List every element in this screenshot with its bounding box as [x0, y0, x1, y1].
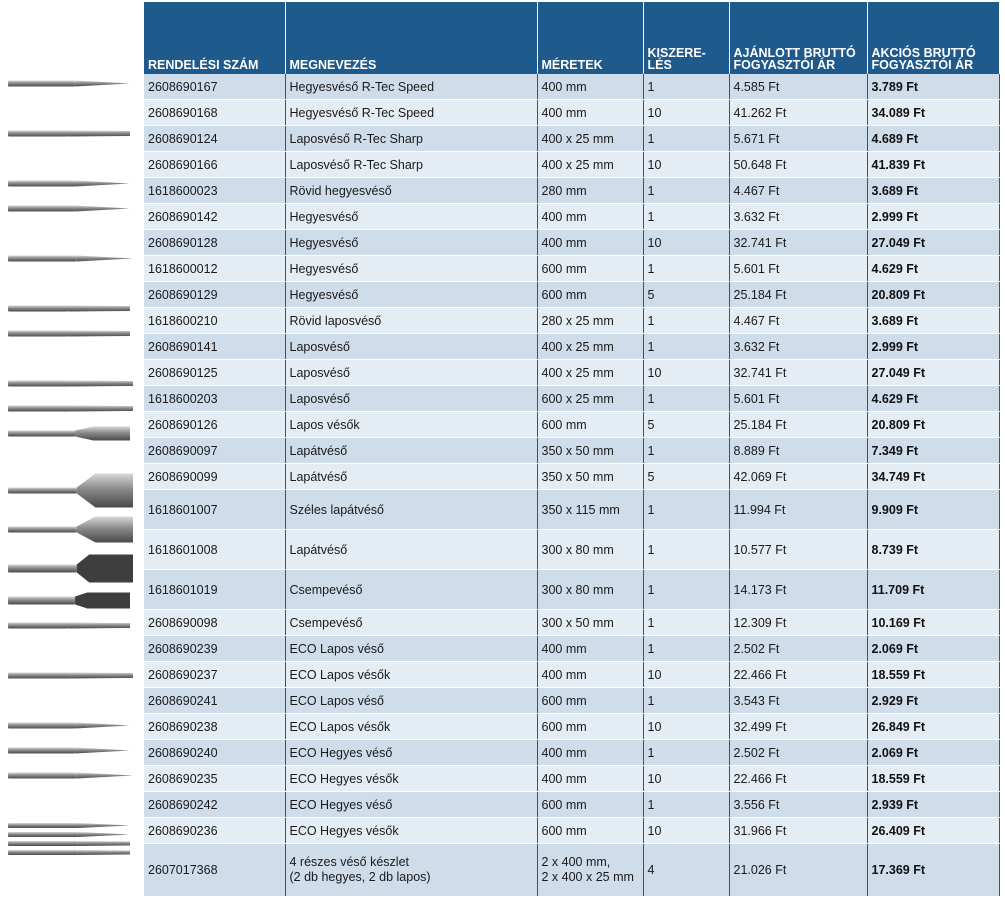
rrp-cell: 32.741 Ft	[729, 230, 867, 256]
promo-price-cell: 20.809 Ft	[867, 412, 999, 438]
rrp-cell: 5.601 Ft	[729, 256, 867, 282]
promo-price-cell: 26.849 Ft	[867, 714, 999, 740]
tile-chisel-icon	[8, 555, 133, 583]
table-row	[144, 412, 999, 438]
promo-price-cell: 2.999 Ft	[867, 334, 999, 360]
header-row	[144, 2, 999, 74]
size-cell: 400 mm	[537, 662, 643, 688]
name-cell: Lapátvéső	[285, 438, 537, 464]
flat-chisel-icon	[8, 623, 130, 629]
pointed-chisel-icon	[8, 773, 133, 779]
flat-chisel-icon	[8, 331, 130, 337]
table-row	[144, 100, 999, 126]
pack-cell: 5	[643, 412, 729, 438]
promo-price-cell: 34.749 Ft	[867, 464, 999, 490]
promo-price-cell: 27.049 Ft	[867, 360, 999, 386]
size-cell: 600 x 25 mm	[537, 386, 643, 412]
pack-cell: 1	[643, 204, 729, 230]
pack-cell: 10	[643, 230, 729, 256]
size-cell: 600 mm	[537, 256, 643, 282]
flat-chisel-icon	[8, 381, 133, 387]
rrp-cell: 4.467 Ft	[729, 308, 867, 334]
promo-price-cell: 20.809 Ft	[867, 282, 999, 308]
table-row	[144, 610, 999, 636]
name-cell: Csempevéső	[285, 610, 537, 636]
order-number-cell: 2608690239	[144, 636, 285, 662]
pack-cell: 1	[643, 740, 729, 766]
order-number-cell: 2608690126	[144, 412, 285, 438]
pack-cell: 1	[643, 126, 729, 152]
pack-cell: 5	[643, 282, 729, 308]
name-cell: ECO Hegyes véső	[285, 740, 537, 766]
rrp-cell: 25.184 Ft	[729, 412, 867, 438]
promo-price-cell: 17.369 Ft	[867, 844, 999, 897]
size-cell: 600 mm	[537, 688, 643, 714]
table-row	[144, 766, 999, 792]
table-row	[144, 818, 999, 844]
spade-chisel-icon	[8, 517, 133, 543]
flat-chisel-icon	[8, 673, 133, 679]
size-cell: 400 mm	[537, 230, 643, 256]
header-size: MÉRETEK	[537, 2, 643, 74]
name-cell: ECO Hegyes vésők	[285, 766, 537, 792]
size-cell: 350 x 115 mm	[537, 490, 643, 530]
promo-price-cell: 26.409 Ft	[867, 818, 999, 844]
rrp-cell: 32.741 Ft	[729, 360, 867, 386]
pack-cell: 10	[643, 152, 729, 178]
size-cell: 600 mm	[537, 412, 643, 438]
pack-cell: 10	[643, 662, 729, 688]
rrp-cell: 12.309 Ft	[729, 610, 867, 636]
rrp-cell: 14.173 Ft	[729, 570, 867, 610]
size-cell: 400 mm	[537, 100, 643, 126]
name-cell: 4 részes véső készlet (2 db hegyes, 2 db lapos)	[285, 844, 537, 897]
order-number-cell: 1618601019	[144, 570, 285, 610]
chisel-set-icon	[8, 823, 130, 855]
promo-price-cell: 18.559 Ft	[867, 766, 999, 792]
promo-price-cell: 3.789 Ft	[867, 74, 999, 100]
pointed-chisel-icon	[8, 81, 130, 87]
table-row	[144, 308, 999, 334]
table-row	[144, 282, 999, 308]
table-row	[144, 570, 999, 610]
size-cell: 350 x 50 mm	[537, 464, 643, 490]
rrp-cell: 5.601 Ft	[729, 386, 867, 412]
rrp-cell: 10.577 Ft	[729, 530, 867, 570]
order-number-cell: 1618600023	[144, 178, 285, 204]
rrp-cell: 5.671 Ft	[729, 126, 867, 152]
table-row	[144, 844, 999, 897]
pack-cell: 10	[643, 100, 729, 126]
size-cell: 400 x 25 mm	[537, 152, 643, 178]
promo-price-cell: 27.049 Ft	[867, 230, 999, 256]
name-cell: Hegyesvéső	[285, 282, 537, 308]
pack-cell: 1	[643, 688, 729, 714]
size-cell: 600 mm	[537, 792, 643, 818]
spade-chisel-icon	[8, 427, 130, 441]
pack-cell: 10	[643, 766, 729, 792]
name-cell: Laposvéső R-Tec Sharp	[285, 152, 537, 178]
promo-price-cell: 10.169 Ft	[867, 610, 999, 636]
name-cell: Laposvéső	[285, 386, 537, 412]
order-number-cell: 2608690141	[144, 334, 285, 360]
order-number-cell: 2608690235	[144, 766, 285, 792]
table-row	[144, 740, 999, 766]
rrp-cell: 2.502 Ft	[729, 636, 867, 662]
pack-cell: 5	[643, 464, 729, 490]
name-cell: Lapátvéső	[285, 530, 537, 570]
rrp-cell: 3.632 Ft	[729, 204, 867, 230]
name-cell: Hegyesvéső R-Tec Speed	[285, 100, 537, 126]
name-cell: Csempevéső	[285, 570, 537, 610]
size-cell: 600 mm	[537, 818, 643, 844]
promo-price-cell: 4.629 Ft	[867, 256, 999, 282]
pack-cell: 1	[643, 792, 729, 818]
rrp-cell: 2.502 Ft	[729, 740, 867, 766]
order-number-cell: 1618600210	[144, 308, 285, 334]
table-row	[144, 178, 999, 204]
name-cell: ECO Lapos vésők	[285, 662, 537, 688]
table-row	[144, 490, 999, 530]
rrp-cell: 50.648 Ft	[729, 152, 867, 178]
header-order-number: RENDELÉSI SZÁM	[144, 2, 285, 74]
table-row	[144, 714, 999, 740]
order-number-cell: 2608690125	[144, 360, 285, 386]
rrp-cell: 3.556 Ft	[729, 792, 867, 818]
promo-price-cell: 2.939 Ft	[867, 792, 999, 818]
pack-cell: 1	[643, 256, 729, 282]
order-number-cell: 2608690129	[144, 282, 285, 308]
table-row	[144, 360, 999, 386]
promo-price-cell: 2.929 Ft	[867, 688, 999, 714]
pointed-chisel-icon	[8, 256, 133, 262]
promo-price-cell: 7.349 Ft	[867, 438, 999, 464]
name-cell: Lapos vésők	[285, 412, 537, 438]
header-promo-price: AKCIÓS BRUTTÓ FOGYASZTÓI ÁR	[867, 2, 999, 74]
name-cell: Rövid hegyesvéső	[285, 178, 537, 204]
rrp-cell: 3.632 Ft	[729, 334, 867, 360]
size-cell: 400 mm	[537, 204, 643, 230]
name-cell: Hegyesvéső R-Tec Speed	[285, 74, 537, 100]
order-number-cell: 2608690238	[144, 714, 285, 740]
table-row	[144, 256, 999, 282]
order-number-cell: 2608690240	[144, 740, 285, 766]
name-cell: Hegyesvéső	[285, 204, 537, 230]
table-row	[144, 438, 999, 464]
spade-chisel-icon	[8, 474, 133, 508]
order-number-cell: 2608690167	[144, 74, 285, 100]
rrp-cell: 4.585 Ft	[729, 74, 867, 100]
price-table	[144, 2, 1000, 897]
header-rrp: AJÁNLOTT BRUTTÓ FOGYASZTÓI ÁR	[729, 2, 867, 74]
table-row	[144, 688, 999, 714]
name-cell: Hegyesvéső	[285, 256, 537, 282]
promo-price-cell: 4.689 Ft	[867, 126, 999, 152]
order-number-cell: 2608690241	[144, 688, 285, 714]
size-cell: 400 x 25 mm	[537, 126, 643, 152]
name-cell: Laposvéső	[285, 360, 537, 386]
order-number-cell: 1618601007	[144, 490, 285, 530]
size-cell: 280 x 25 mm	[537, 308, 643, 334]
name-cell: Laposvéső R-Tec Sharp	[285, 126, 537, 152]
name-cell: Széles lapátvéső	[285, 490, 537, 530]
size-cell: 350 x 50 mm	[537, 438, 643, 464]
flat-chisel-icon	[8, 131, 130, 137]
table-row	[144, 230, 999, 256]
table-row	[144, 464, 999, 490]
name-cell: ECO Lapos véső	[285, 688, 537, 714]
flat-chisel-icon	[8, 306, 130, 312]
size-cell: 2 x 400 mm, 2 x 400 x 25 mm	[537, 844, 643, 897]
pointed-chisel-icon	[8, 206, 130, 212]
size-cell: 600 mm	[537, 282, 643, 308]
rrp-cell: 25.184 Ft	[729, 282, 867, 308]
rrp-cell: 22.466 Ft	[729, 766, 867, 792]
name-cell: ECO Hegyes vésők	[285, 818, 537, 844]
tile-chisel-icon	[8, 593, 130, 609]
order-number-cell: 2608690237	[144, 662, 285, 688]
pack-cell: 10	[643, 360, 729, 386]
table-row	[144, 386, 999, 412]
order-number-cell: 2608690124	[144, 126, 285, 152]
promo-price-cell: 41.839 Ft	[867, 152, 999, 178]
promo-price-cell: 11.709 Ft	[867, 570, 999, 610]
order-number-cell: 1618600203	[144, 386, 285, 412]
table-row	[144, 152, 999, 178]
name-cell: Rövid laposvéső	[285, 308, 537, 334]
rrp-cell: 11.994 Ft	[729, 490, 867, 530]
pack-cell: 1	[643, 334, 729, 360]
order-number-cell: 2608690242	[144, 792, 285, 818]
rrp-cell: 31.966 Ft	[729, 818, 867, 844]
size-cell: 300 x 80 mm	[537, 570, 643, 610]
table-row	[144, 204, 999, 230]
name-cell: Hegyesvéső	[285, 230, 537, 256]
rrp-cell: 42.069 Ft	[729, 464, 867, 490]
pointed-chisel-icon	[8, 748, 130, 754]
rrp-cell: 22.466 Ft	[729, 662, 867, 688]
pack-cell: 10	[643, 714, 729, 740]
pack-cell: 1	[643, 178, 729, 204]
promo-price-cell: 4.629 Ft	[867, 386, 999, 412]
promo-price-cell: 18.559 Ft	[867, 662, 999, 688]
table-row	[144, 530, 999, 570]
pointed-chisel-icon	[8, 181, 130, 187]
rrp-cell: 3.543 Ft	[729, 688, 867, 714]
pack-cell: 1	[643, 438, 729, 464]
pointed-chisel-icon	[8, 723, 130, 729]
table-row	[144, 662, 999, 688]
pack-cell: 1	[643, 530, 729, 570]
size-cell: 400 mm	[537, 766, 643, 792]
pack-cell: 4	[643, 844, 729, 897]
size-cell: 400 mm	[537, 740, 643, 766]
promo-price-cell: 2.999 Ft	[867, 204, 999, 230]
promo-price-cell: 2.069 Ft	[867, 740, 999, 766]
pack-cell: 1	[643, 570, 729, 610]
size-cell: 300 x 50 mm	[537, 610, 643, 636]
table-row	[144, 792, 999, 818]
size-cell: 300 x 80 mm	[537, 530, 643, 570]
table-row	[144, 636, 999, 662]
size-cell: 280 mm	[537, 178, 643, 204]
order-number-cell: 2608690098	[144, 610, 285, 636]
promo-price-cell: 3.689 Ft	[867, 178, 999, 204]
promo-price-cell: 3.689 Ft	[867, 308, 999, 334]
order-number-cell: 2607017368	[144, 844, 285, 897]
flat-chisel-icon	[8, 406, 133, 412]
order-number-cell: 2608690099	[144, 464, 285, 490]
tool-images-column	[0, 0, 140, 921]
pack-cell: 1	[643, 610, 729, 636]
size-cell: 400 x 25 mm	[537, 360, 643, 386]
order-number-cell: 1618600012	[144, 256, 285, 282]
pack-cell: 10	[643, 818, 729, 844]
rrp-cell: 32.499 Ft	[729, 714, 867, 740]
pack-cell: 1	[643, 386, 729, 412]
rrp-cell: 4.467 Ft	[729, 178, 867, 204]
pack-cell: 1	[643, 636, 729, 662]
order-number-cell: 2608690142	[144, 204, 285, 230]
name-cell: ECO Hegyes véső	[285, 792, 537, 818]
order-number-cell: 2608690128	[144, 230, 285, 256]
promo-price-cell: 9.909 Ft	[867, 490, 999, 530]
order-number-cell: 2608690168	[144, 100, 285, 126]
pack-cell: 1	[643, 308, 729, 334]
pack-cell: 1	[643, 490, 729, 530]
promo-price-cell: 8.739 Ft	[867, 530, 999, 570]
table-row	[144, 74, 999, 100]
size-cell: 400 mm	[537, 636, 643, 662]
name-cell: ECO Lapos vésők	[285, 714, 537, 740]
header-pack: KISZERE-LÉS	[643, 2, 729, 74]
order-number-cell: 1618601008	[144, 530, 285, 570]
table-row	[144, 126, 999, 152]
header-name: MEGNEVEZÉS	[285, 2, 537, 74]
rrp-cell: 41.262 Ft	[729, 100, 867, 126]
table-row	[144, 334, 999, 360]
promo-price-cell: 34.089 Ft	[867, 100, 999, 126]
size-cell: 600 mm	[537, 714, 643, 740]
promo-price-cell: 2.069 Ft	[867, 636, 999, 662]
order-number-cell: 2608690097	[144, 438, 285, 464]
name-cell: Lapátvéső	[285, 464, 537, 490]
name-cell: Laposvéső	[285, 334, 537, 360]
pack-cell: 1	[643, 74, 729, 100]
size-cell: 400 mm	[537, 74, 643, 100]
name-cell: ECO Lapos véső	[285, 636, 537, 662]
rrp-cell: 21.026 Ft	[729, 844, 867, 897]
order-number-cell: 2608690236	[144, 818, 285, 844]
rrp-cell: 8.889 Ft	[729, 438, 867, 464]
size-cell: 400 x 25 mm	[537, 334, 643, 360]
order-number-cell: 2608690166	[144, 152, 285, 178]
